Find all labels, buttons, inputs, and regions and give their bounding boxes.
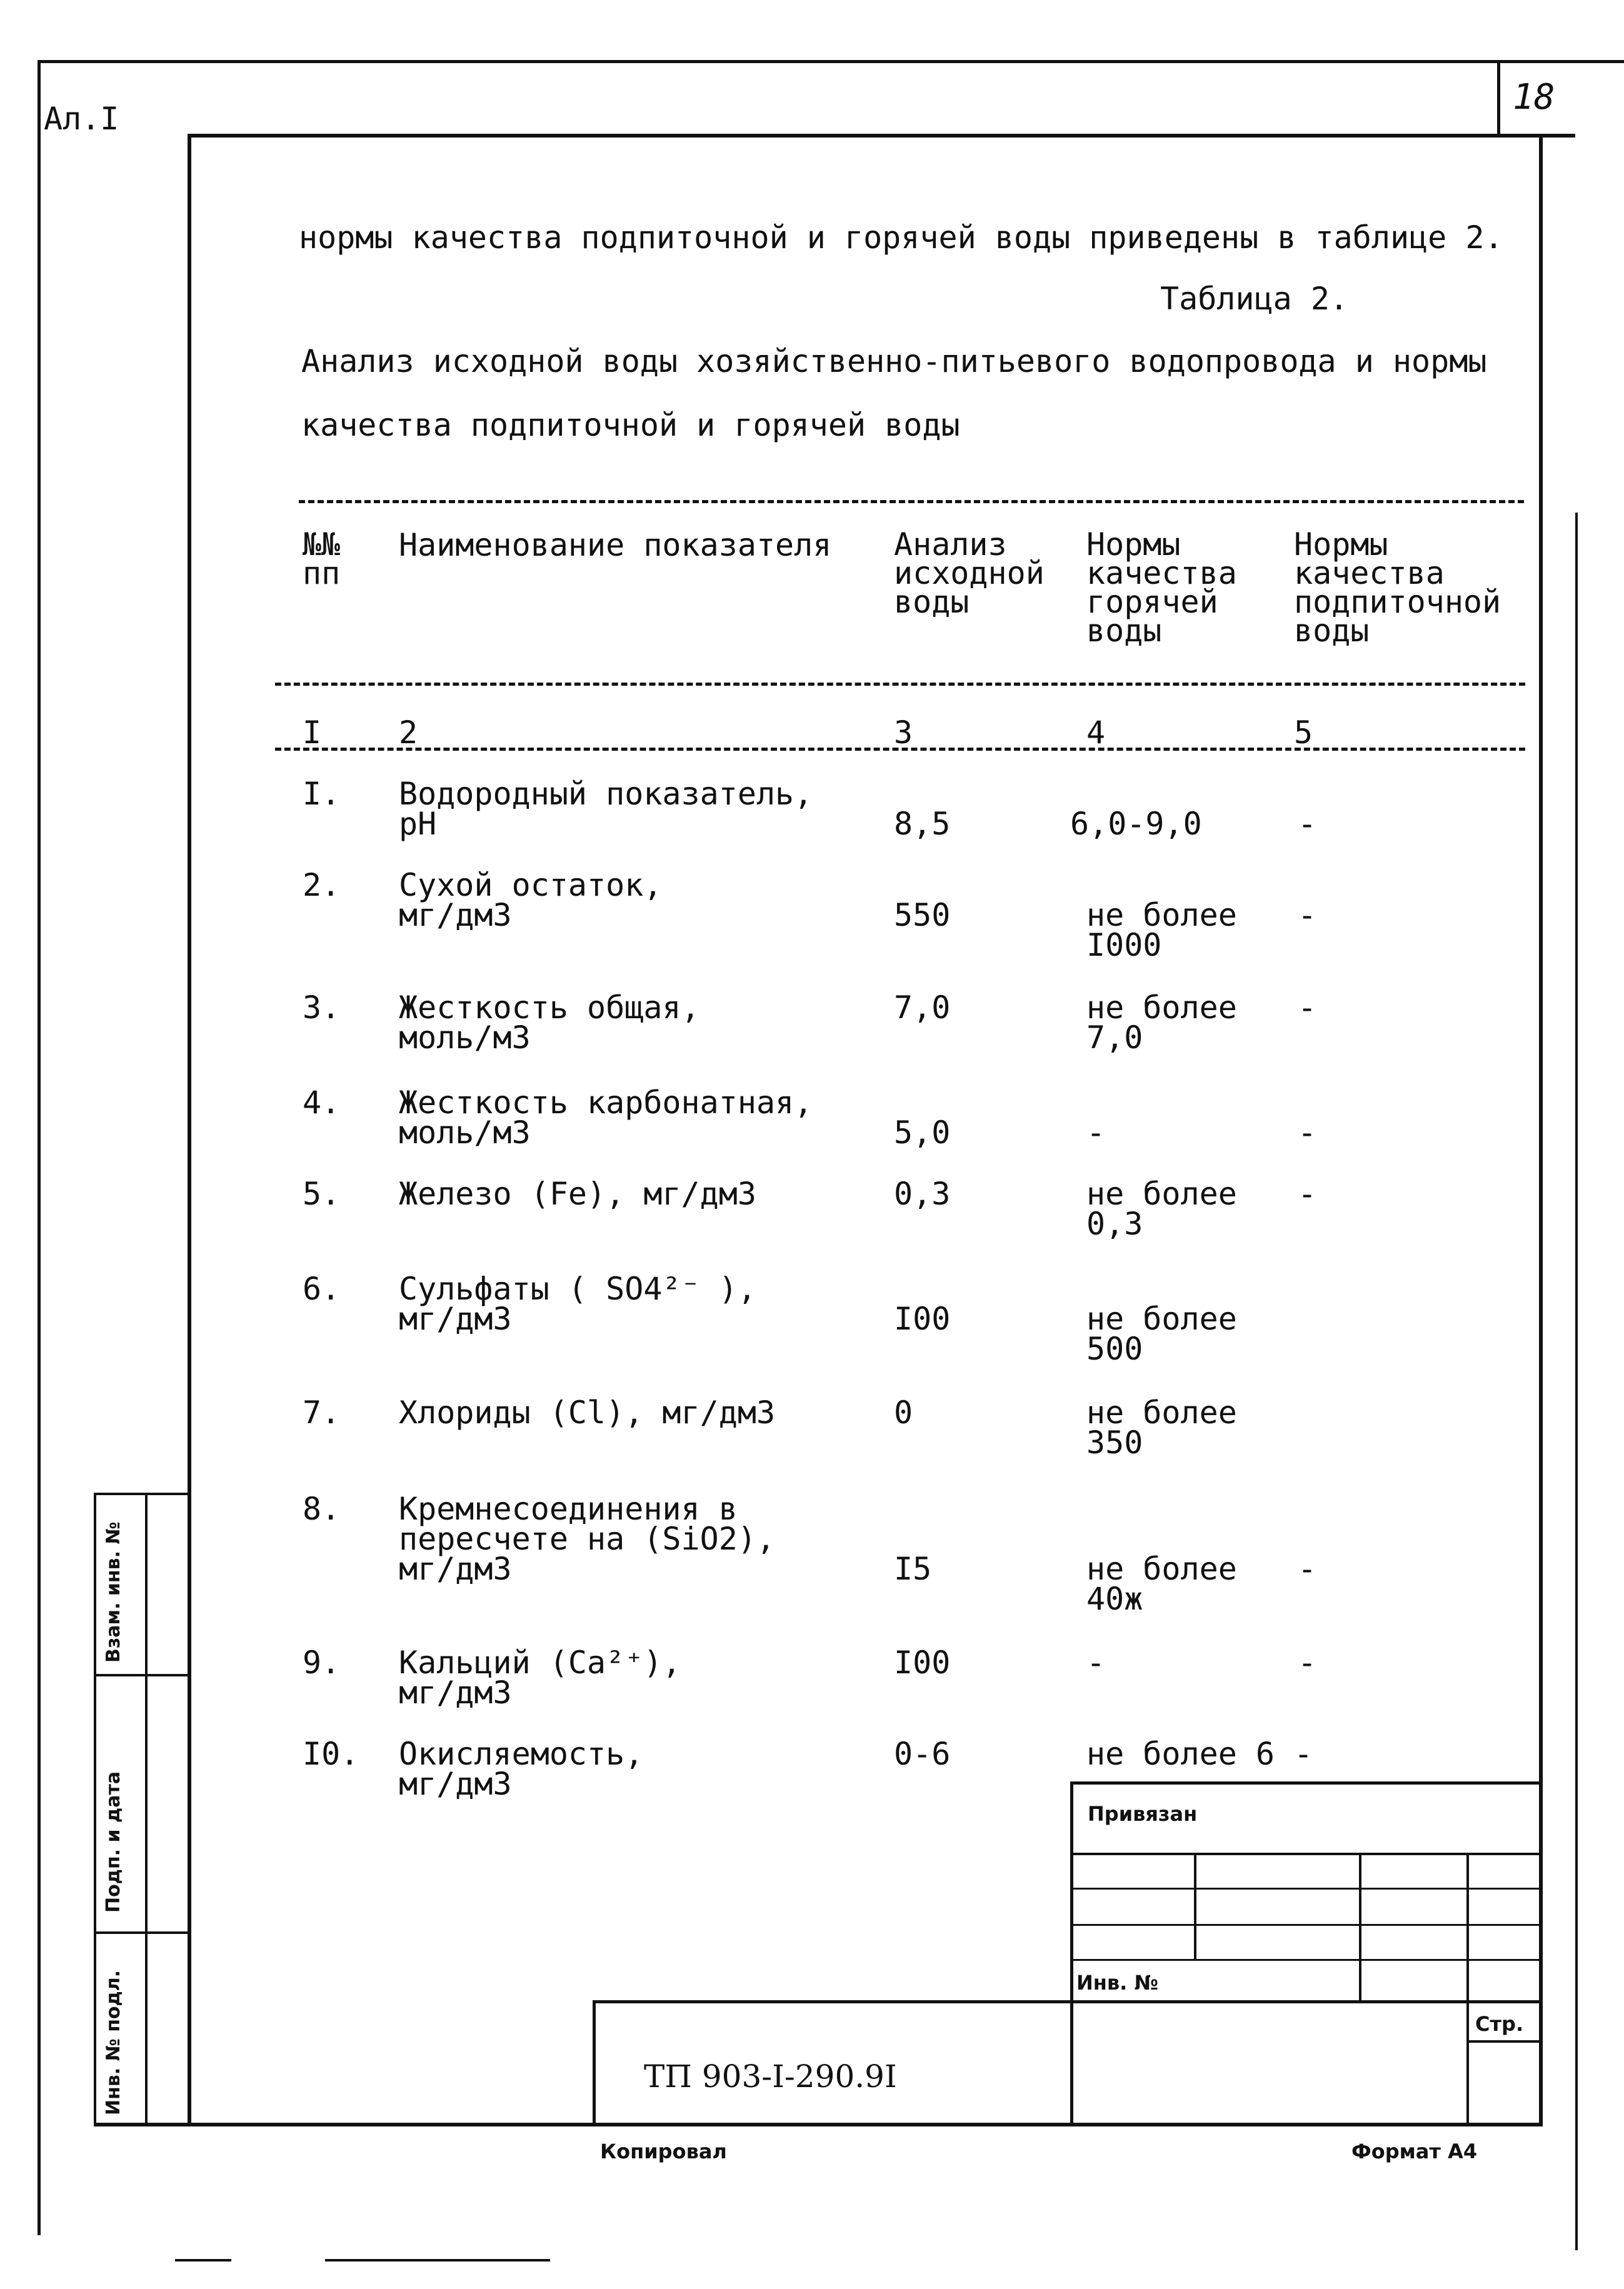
row-makeup: - — [1298, 1176, 1317, 1212]
side-label-vzam: Взам. инв. № — [103, 1521, 124, 1663]
row-makeup: - — [1298, 989, 1317, 1026]
row-analysis: 0 — [894, 1395, 913, 1431]
header-num: №№ пп — [303, 526, 341, 591]
row-hot: не более 350 — [1086, 1395, 1237, 1461]
colnum-5: 5 — [1294, 714, 1313, 751]
sheet-left-line — [38, 60, 41, 2235]
row-makeup: - — [1298, 1645, 1317, 1681]
row-name: Жесткость общая, моль/м3 — [399, 989, 700, 1056]
page-box-left — [1497, 60, 1500, 135]
row-hot: не более 6 — [1086, 1736, 1275, 1772]
page-number: 18 — [1513, 77, 1555, 118]
row-analysis: 8,5 — [894, 806, 951, 842]
row-hot: - — [1086, 1645, 1106, 1681]
stamp-doc-code: ТП 903-I-290.9I — [644, 2058, 897, 2095]
row-name: Окисляемость, мг/дм3 — [399, 1736, 644, 1802]
frame-right — [1539, 134, 1543, 2126]
frame-left — [188, 134, 191, 2126]
row-hot: - — [1086, 1114, 1106, 1151]
row-analysis: 0-6 — [894, 1736, 951, 1772]
row-analysis: 0,3 — [894, 1176, 951, 1212]
sheet-label: Ал.I — [44, 101, 119, 137]
row-num: 2. — [303, 867, 341, 903]
header-analysis: Анализ исходной воды — [894, 526, 1045, 620]
row-num: I. — [303, 776, 341, 812]
row-makeup: - — [1294, 1736, 1313, 1772]
row-num: 5. — [303, 1176, 341, 1212]
frame-bottom — [94, 2123, 1543, 2126]
row-name: Сульфаты ( SO4²⁻ ), мг/дм3 — [399, 1271, 756, 1337]
row-hot: не более 40ж — [1086, 1551, 1237, 1617]
row-makeup: - — [1298, 806, 1317, 842]
row-hot: 6,0-9,0 — [1070, 806, 1202, 842]
sheet-top-line — [38, 60, 1624, 63]
row-analysis: 7,0 — [894, 989, 951, 1026]
stamp-bound-label: Привязан — [1088, 1802, 1198, 1826]
row-num: 6. — [303, 1271, 341, 1307]
row-analysis: 550 — [894, 897, 951, 933]
stamp-inv-label: Инв. № — [1076, 1971, 1158, 1995]
footer-rule-1 — [175, 2259, 231, 2261]
row-analysis: I00 — [894, 1301, 951, 1337]
row-name: Жесткость карбонатная, моль/м3 — [399, 1084, 813, 1151]
frame-top — [188, 134, 1575, 138]
table-rule-header — [275, 683, 1525, 686]
row-num: 8. — [303, 1491, 341, 1527]
header-name: Наименование показателя — [399, 527, 832, 563]
row-hot: не более 0,3 — [1086, 1176, 1237, 1242]
header-makeup: Нормы качества подпиточной воды — [1294, 526, 1501, 649]
footer-copied: Копировал — [600, 2140, 727, 2163]
row-hot: не более I000 — [1086, 897, 1237, 963]
row-analysis: I5 — [894, 1551, 932, 1587]
row-name: Сухой остаток, мг/дм3 — [399, 867, 663, 933]
header-hot: Нормы качества горячей воды — [1086, 526, 1237, 649]
row-num: 7. — [303, 1395, 341, 1431]
intro-line: нормы качества подпиточной и горячей воды приведены в таблице 2. — [299, 219, 1503, 256]
caption-line-1: Анализ исходной воды хозяйственно-питьевого водопровода и нормы — [301, 343, 1487, 379]
row-name: Кальций (Ca²⁺), мг/дм3 — [399, 1645, 681, 1711]
row-num: 4. — [303, 1084, 341, 1121]
side-label-inv-podl: Инв. № подл. — [103, 1970, 124, 2115]
side-label-podp: Подп. и дата — [103, 1771, 124, 1913]
stamp-page-label: Стр. — [1475, 2012, 1524, 2036]
sheet-right-line — [1575, 513, 1578, 2250]
row-analysis: I00 — [894, 1645, 951, 1681]
caption-line-2: качества подпиточной и горячей воды — [301, 407, 960, 443]
colnum-2: 2 — [399, 714, 418, 751]
row-makeup: - — [1298, 1114, 1317, 1151]
footer-format: Формат А4 — [1351, 2140, 1478, 2163]
footer-rule-2 — [325, 2259, 550, 2261]
row-num: I0. — [303, 1736, 359, 1772]
colnum-4: 4 — [1086, 714, 1106, 751]
colnum-3: 3 — [894, 714, 913, 751]
row-hot: не более 7,0 — [1086, 989, 1237, 1056]
row-analysis: 5,0 — [894, 1114, 951, 1151]
row-name: Железо (Fe), мг/дм3 — [399, 1176, 756, 1212]
row-num: 3. — [303, 989, 341, 1026]
row-makeup: - — [1298, 1551, 1317, 1587]
row-name: Хлориды (Cl), мг/дм3 — [399, 1395, 776, 1431]
colnum-1: I — [303, 714, 322, 751]
row-makeup: - — [1298, 897, 1317, 933]
row-hot: не более 500 — [1086, 1301, 1237, 1367]
row-num: 9. — [303, 1645, 341, 1681]
table-rule-top — [299, 500, 1524, 503]
table-label: Таблица 2. — [1160, 281, 1349, 317]
row-name: Кремнесоединения в пересчете на (SiO2), мг/дм3 — [399, 1491, 776, 1587]
row-name: Водородный показатель, pH — [399, 776, 813, 842]
